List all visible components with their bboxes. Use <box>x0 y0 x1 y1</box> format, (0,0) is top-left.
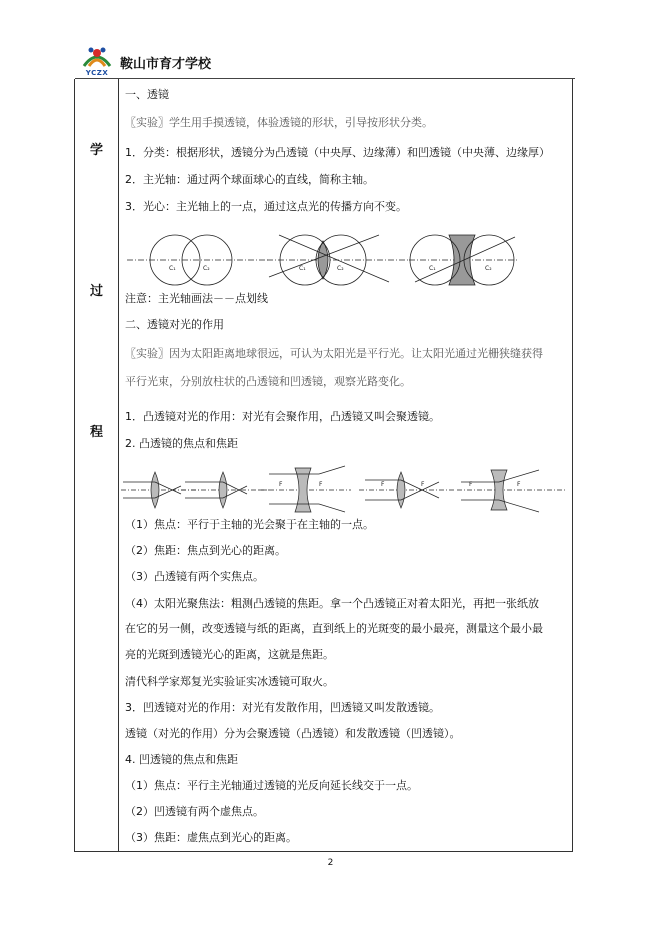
logo-text: YCZX <box>85 69 109 77</box>
text-line: 4. 凹透镜的焦点和焦距 <box>125 753 238 766</box>
left-column <box>75 79 119 851</box>
svg-text:C₂: C₂ <box>485 265 492 272</box>
text-line: （1）焦点：平行于主轴的光会聚于在主轴的一点。 <box>125 518 374 531</box>
svg-text:C₁: C₁ <box>169 265 176 272</box>
text-line: 2．主光轴：通过两个球面球心的直线，简称主轴。 <box>125 173 374 186</box>
text-line: （2）焦距：焦点到光心的距离。 <box>125 544 286 557</box>
text-line: 透镜（对光的作用）分为会聚透镜（凸透镜）和发散透镜（凹透镜）。 <box>125 727 461 740</box>
convex-focus-diagram-1 <box>121 472 199 508</box>
column-char-guo: 过 <box>89 284 103 299</box>
text-line: 注意：主光轴画法－－点划线 <box>125 292 268 305</box>
axis-diagram-2 <box>267 235 409 285</box>
svg-text:F: F <box>381 481 385 488</box>
text-line: 亮的光斑到透镜光心的距离，这就是焦距。 <box>125 648 334 661</box>
svg-text:F: F <box>517 481 521 488</box>
text-line: （4）太阳光聚焦法：粗测凸透镜的焦距。拿一个凸透镜正对着太阳光，再把一张纸放 <box>125 597 539 610</box>
experiment-note-1: 〖实验〗学生用手摸透镜，体验透镜的形状，引导按形状分类。 <box>125 116 433 129</box>
principal-axis-diagrams <box>119 227 571 289</box>
text-line: 3．光心：主光轴上的一点，通过这点光的传播方向不变。 <box>125 200 407 213</box>
heading-lens: 一、透镜 <box>125 88 169 101</box>
heading-lens-effect: 二、透镜对光的作用 <box>125 318 224 331</box>
experiment-note-2-cont: 平行光束，分别放柱状的凸透镜和凹透镜，观察光路变化。 <box>125 375 411 388</box>
convex-focus-diagram-2 <box>181 472 269 508</box>
text-line: 3．凹透镜对光的作用：对光有发散作用，凹透镜又叫发散透镜。 <box>125 701 440 714</box>
school-name: 鞍山市育才学校 <box>120 56 212 72</box>
column-char-cheng: 程 <box>89 425 103 440</box>
svg-text:F: F <box>279 481 283 488</box>
svg-text:C₂: C₂ <box>203 265 210 272</box>
page-header <box>80 44 211 80</box>
axis-diagram-3 <box>409 235 519 285</box>
svg-text:C₁: C₁ <box>429 265 436 272</box>
concave-focus-diagram-2 <box>457 470 567 512</box>
text-line: 1．分类：根据形状，透镜分为凸透镜（中央厚、边缘薄）和凹透镜（中央薄、边缘厚） <box>125 146 550 159</box>
text-line: 1．凸透镜对光的作用：对光有会聚作用，凸透镜又叫会聚透镜。 <box>125 410 440 423</box>
school-logo <box>80 44 114 80</box>
axis-diagram-1 <box>127 235 269 285</box>
text-line: （2）凹透镜有两个虚焦点。 <box>125 805 264 818</box>
text-line: （1）焦点：平行主光轴通过透镜的光反向延长线交于一点。 <box>125 779 418 792</box>
svg-text:F: F <box>319 481 323 488</box>
svg-text:C₂: C₂ <box>337 265 344 272</box>
content-cell <box>119 79 572 851</box>
lesson-table <box>74 79 573 852</box>
text-line: （3）焦距：虚焦点到光心的距离。 <box>125 831 297 844</box>
text-line: 在它的另一侧，改变透镜与纸的距离，直到纸上的光斑变的最小最亮，测量这个最小最 <box>125 622 543 635</box>
svg-text:C₁: C₁ <box>299 265 306 272</box>
svg-text:F: F <box>421 481 425 488</box>
experiment-note-2: 〖实验〗因为太阳距离地球很远，可认为太阳光是平行光。让太阳光通过光栅狭缝获得 <box>125 347 543 360</box>
focal-point-diagrams <box>119 464 571 516</box>
text-line: 2. 凸透镜的焦点和焦距 <box>125 437 238 450</box>
column-char-xue: 学 <box>89 143 103 158</box>
text-line: （3）凸透镜有两个实焦点。 <box>125 570 264 583</box>
concave-focus-diagram-1 <box>259 466 351 512</box>
text-line: 清代科学家郑复光实验证实冰透镜可取火。 <box>125 675 334 688</box>
convex-focus-diagram-3 <box>359 472 455 508</box>
svg-text:F: F <box>469 481 473 488</box>
page-number: 2 <box>327 858 334 868</box>
